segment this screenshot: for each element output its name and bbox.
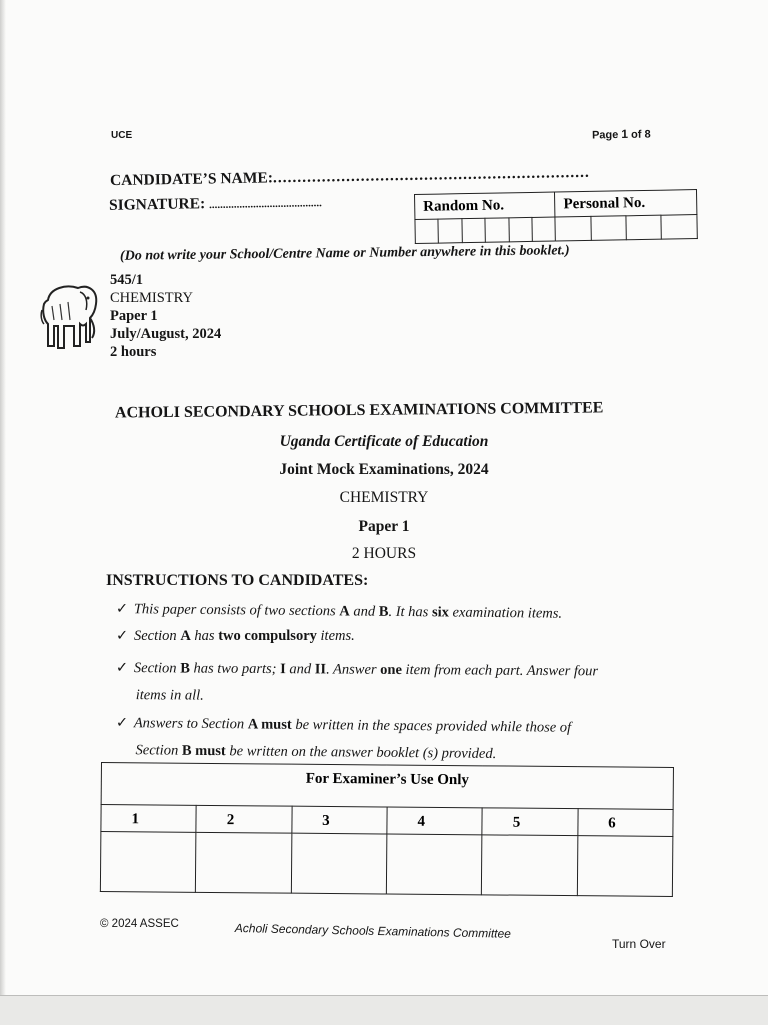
examiner-score-cell[interactable] — [386, 834, 482, 895]
examiner-score-cell[interactable] — [196, 832, 292, 893]
examiner-column-header: 3 — [292, 806, 388, 834]
random-digit-box[interactable] — [485, 218, 509, 242]
certificate-title: Uganda Certificate of Education — [279, 433, 489, 450]
examiner-column-header: 5 — [482, 808, 578, 836]
page-indicator: Page 1 of 8 — [591, 126, 651, 142]
footer-committee: Acholi Secondary Schools Examinations Committee — [234, 921, 512, 941]
elephant-logo-icon — [40, 280, 102, 352]
paper-subject: CHEMISTRY — [110, 290, 193, 306]
examiner-score-cell[interactable] — [577, 836, 673, 897]
random-digit-box[interactable] — [415, 219, 439, 243]
examiner-score-cell[interactable] — [482, 835, 578, 896]
copyright-notice: © 2024 ASSEC — [100, 918, 179, 930]
personal-digit-box[interactable] — [591, 216, 627, 241]
check-mark-icon: ✓ — [116, 628, 129, 644]
committee-title: ACHOLI SECONDARY SCHOOLS EXAMINATIONS COMMITTEE — [114, 399, 604, 422]
exam-paper: Paper 1 — [358, 518, 410, 535]
no-school-name-notice: (Do not write your School/Centre Name or Number anywhere in this booklet.) — [119, 243, 570, 264]
signature-line: SIGNATURE: ......................................... — [108, 195, 322, 214]
paper-duration: 2 hours — [110, 344, 157, 360]
exam-name: Joint Mock Examinations, 2024 — [279, 461, 489, 478]
personal-digit-box[interactable] — [626, 215, 662, 240]
examiner-score-cell[interactable] — [100, 832, 196, 893]
examiner-use-table — [100, 762, 674, 897]
random-digit-box[interactable] — [438, 219, 462, 243]
random-digit-box[interactable] — [532, 217, 556, 241]
paper-info-block — [110, 271, 221, 361]
page-edge-shadow — [0, 0, 6, 1024]
paper-number: Paper 1 — [110, 308, 158, 324]
random-digit-box[interactable] — [462, 218, 486, 242]
personal-digit-box[interactable] — [555, 216, 591, 241]
random-digit-box[interactable] — [508, 217, 532, 241]
paper-code: 545/1 — [110, 272, 144, 288]
page-bottom-edge — [0, 995, 768, 1025]
check-mark-icon: ✓ — [115, 659, 129, 677]
candidate-name-line: CANDIDATE’S NAME:................................................................. — [109, 163, 590, 190]
instruction-item-3: ✓ Section B has two parts; I and II. Answer one item from each part. Answer four items in all. — [116, 655, 599, 712]
turn-over-label: Turn Over — [612, 937, 666, 951]
paper-date: July/August, 2024 — [110, 326, 222, 342]
personal-digit-box[interactable] — [661, 215, 697, 240]
exam-duration: 2 HOURS — [351, 545, 417, 562]
examiner-table-title: For Examiner’s Use Only — [101, 763, 673, 810]
examiner-score-cell[interactable] — [291, 833, 387, 894]
instruction-item-2: ✓ Section A has two compulsory items. — [116, 628, 355, 644]
examiner-column-header: 6 — [578, 809, 674, 837]
examiner-column-header: 2 — [196, 806, 292, 834]
personal-number-header: Personal No. — [555, 190, 697, 217]
instructions-heading: INSTRUCTIONS TO CANDIDATES: — [106, 572, 369, 589]
examiner-column-header: 4 — [387, 807, 483, 835]
random-personal-number-table — [414, 189, 698, 244]
examiner-column-header: 1 — [101, 805, 197, 833]
instruction-item-4: ✓ Answers to Section A must be written in the spaces provided while those of Section B must be written on the answer booklet (s) provided. — [115, 710, 571, 769]
exam-subject: CHEMISTRY — [339, 489, 429, 506]
exam-level: UCE — [111, 130, 133, 141]
check-mark-icon: ✓ — [115, 714, 129, 732]
random-number-header: Random No. — [415, 192, 556, 219]
instruction-item-1: ✓ This paper consists of two sections A and B. It has six examination items. — [115, 601, 563, 622]
check-mark-icon: ✓ — [115, 601, 129, 618]
